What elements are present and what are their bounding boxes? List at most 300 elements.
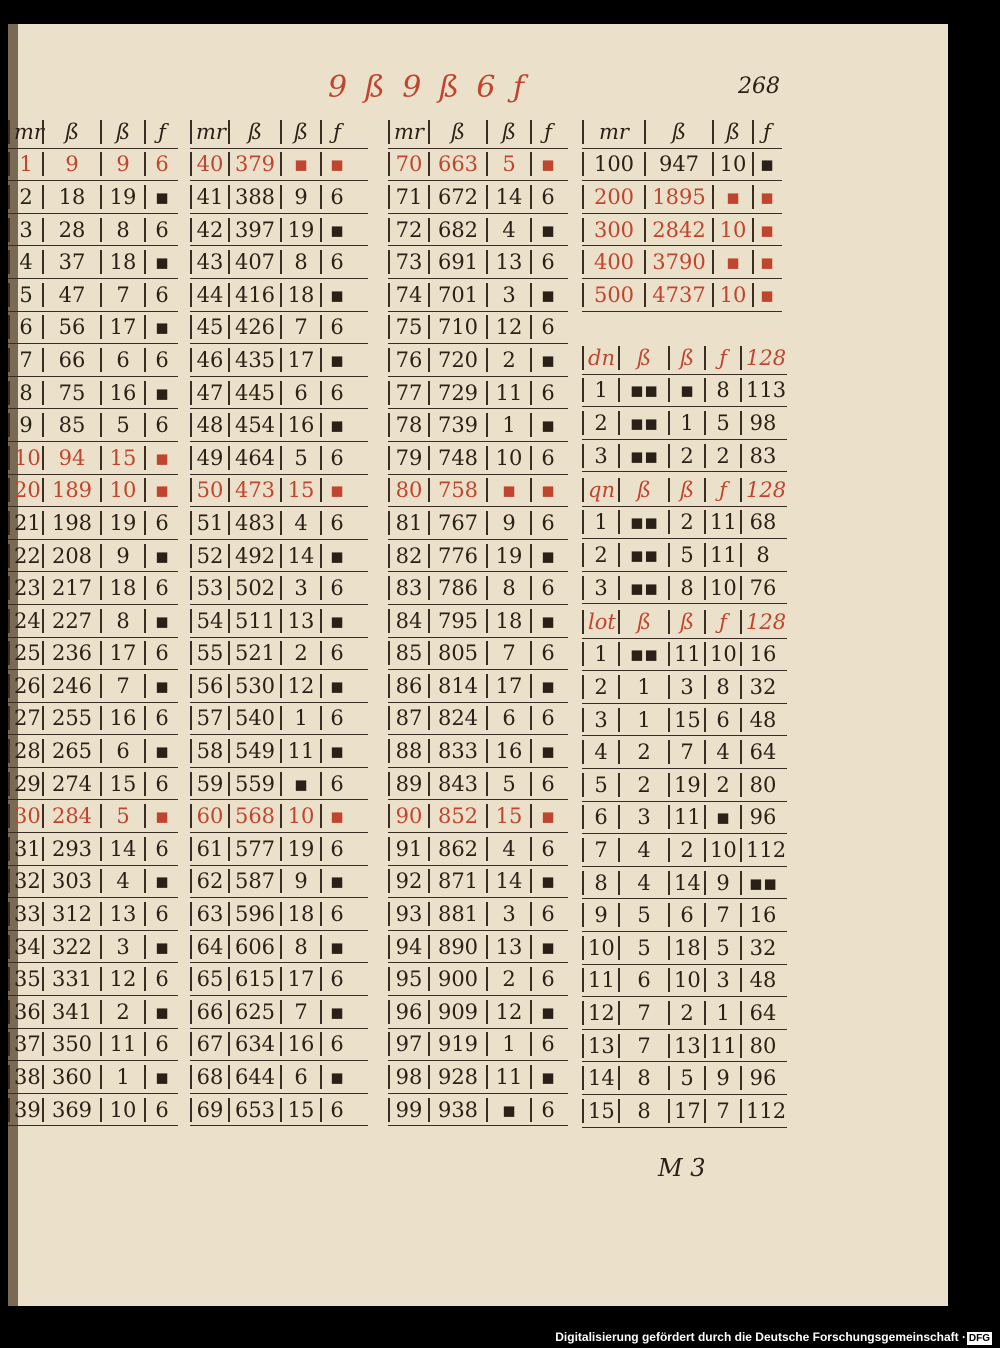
header-cell: ß [42,120,100,144]
table-cell: 12 [582,1001,618,1025]
table-cell: 5 [704,411,740,435]
table-row [8,312,178,345]
table-cell: 12 [486,1000,530,1024]
table-cell: 6 [530,381,564,405]
table-cell: 94 [388,935,428,959]
table-cell: ▪ [668,378,704,402]
table-row [8,833,178,866]
table-cell: 300 [582,218,644,242]
table-cell: 100 [582,152,644,176]
table-cell: 852 [428,804,486,828]
table-cell: 4 [704,740,740,764]
table-row [8,735,178,768]
header-cell: mr [8,120,42,144]
table-cell: 6 [144,1098,178,1122]
table-cell: ▪ [530,413,564,437]
table-cell: ▪ [144,381,178,405]
table-cell: ▪ [320,152,352,176]
table-cell: 98 [388,1065,428,1089]
table-row [8,572,178,605]
table-cell: 6 [144,641,178,665]
table-cell: 4 [486,218,530,242]
table-cell: 6 [144,511,178,535]
table-cell: ▪ [530,218,564,242]
table-cell: 6 [144,706,178,730]
table-cell: 64 [740,1001,784,1025]
table-row [388,963,568,996]
table-cell: ▪ [144,544,178,568]
table-cell: 18 [280,283,320,307]
table-cell: 75 [388,315,428,339]
table-cell: 634 [228,1032,280,1056]
table-cell: 82 [388,544,428,568]
table-cell: 83 [740,444,784,468]
table-cell: 445 [228,381,280,405]
table-row [190,409,368,442]
table-cell: 64 [740,740,784,764]
header-cell: ß [644,120,712,144]
table-cell: 2 [100,1000,144,1024]
table-cell: 2 [582,543,618,567]
table-cell: 7 [582,838,618,862]
table-cell: 606 [228,935,280,959]
table-row [582,539,787,572]
table-cell: ▪ [280,772,320,796]
table-cell: 10 [712,283,752,307]
table-cell: 8 [618,1066,668,1090]
table-row [190,442,368,475]
table-row [190,181,368,214]
table-row [388,540,568,573]
table-row [8,1094,178,1127]
table-cell: 14 [582,1066,618,1090]
table-cell: ▪ [530,869,564,893]
table-cell: 400 [582,250,644,274]
table-cell: 1 [280,706,320,730]
table-cell: 73 [388,250,428,274]
table-cell: 49 [190,446,228,470]
table-row [582,214,782,247]
table-cell: 568 [228,804,280,828]
table-cell: 265 [42,739,100,763]
table-cell: 7 [280,315,320,339]
table-cell: 691 [428,250,486,274]
table-cell: 87 [388,706,428,730]
table-cell: 80 [740,773,784,797]
table-cell: 32 [740,675,784,699]
table-cell: ▪ [144,869,178,893]
table-cell: 577 [228,837,280,861]
table-cell: 69 [190,1098,228,1122]
table-cell: 1 [668,411,704,435]
table-row [190,1029,368,1062]
table-cell: 9 [582,903,618,927]
table-cell: 11 [668,642,704,666]
table-row [8,181,178,214]
table-cell: ▪ [530,1065,564,1089]
table-cell: 19 [280,218,320,242]
table-cell: 19 [486,544,530,568]
table-cell: 1 [486,413,530,437]
table-row [388,246,568,279]
header-cell: 128 [740,346,784,370]
table-row [8,866,178,899]
table-cell: 7 [100,674,144,698]
table-cell: 84 [388,609,428,633]
table-cell: ▪ [320,739,352,763]
table-cell: 46 [190,348,228,372]
table-row [388,475,568,508]
table-cell: 50 [190,478,228,502]
table-row [582,834,787,867]
table-cell: 92 [388,869,428,893]
table-cell: 14 [668,871,704,895]
table-row [388,898,568,931]
table-row [190,507,368,540]
table-cell: 67 [190,1032,228,1056]
table-cell: 17 [280,348,320,372]
table-cell: 96 [740,805,784,829]
table-cell: 15 [280,478,320,502]
table-cell: 1895 [644,185,712,209]
table-cell: 22 [8,544,42,568]
table-cell: 9 [280,869,320,893]
table-cell: 2 [486,967,530,991]
table-cell: 938 [428,1098,486,1122]
table-cell: 28 [42,218,100,242]
table-cell: 871 [428,869,486,893]
table-cell: ▪ [486,478,530,502]
table-cell: 6 [668,903,704,927]
table-cell: ▪ [144,185,178,209]
table-row [8,409,178,442]
table-row [388,670,568,703]
table-cell: 51 [190,511,228,535]
table-row [190,540,368,573]
table-cell: 1 [618,675,668,699]
table-column-3 [388,116,568,1126]
table-cell: ▪ [320,1065,352,1089]
table-cell: 71 [388,185,428,209]
lot-table [582,606,787,1128]
table-row [8,475,178,508]
table-cell: 331 [42,967,100,991]
table-cell: 6 [144,1032,178,1056]
table-cell: ▪ [144,315,178,339]
table-row [582,867,787,900]
table-header-row [582,606,787,639]
table-cell: 86 [388,674,428,698]
table-cell: 4 [8,250,42,274]
table-cell: 587 [228,869,280,893]
table-cell: 13 [486,250,530,274]
table-row [190,1094,368,1127]
table-cell: 3 [668,675,704,699]
table-cell: 758 [428,478,486,502]
table-cell: 9 [8,413,42,437]
table-cell: ▪ [530,935,564,959]
table-row [582,407,787,440]
table-cell: 10 [668,968,704,992]
table-cell: 701 [428,283,486,307]
table-cell: 322 [42,935,100,959]
table-cell: 89 [388,772,428,796]
table-cell: 795 [428,609,486,633]
table-cell: 5 [100,413,144,437]
table-cell: 881 [428,902,486,926]
table-cell: 236 [42,641,100,665]
table-cell: 890 [428,935,486,959]
table-cell: 11 [704,1034,740,1058]
table-row [190,833,368,866]
table-cell: 369 [42,1098,100,1122]
table-cell: 6 [144,967,178,991]
table-cell: 2 [668,444,704,468]
table-cell: 27 [8,706,42,730]
table-cell: 682 [428,218,486,242]
table-cell: 350 [42,1032,100,1056]
table-row [582,181,782,214]
table-cell: 74 [388,283,428,307]
table-cell: 843 [428,772,486,796]
table-cell: 8 [740,543,784,567]
table-row [190,149,368,182]
header-cell: 128 [740,478,784,502]
table-cell: 6 [486,706,530,730]
header-cell: ƒ [752,120,780,144]
table-row [8,931,178,964]
table-cell: 7 [486,641,530,665]
table-cell: 720 [428,348,486,372]
table-row [8,898,178,931]
table-cell: 36 [8,1000,42,1024]
table-cell: 10 [712,218,752,242]
table-row [582,639,787,672]
table-cell: 8 [100,218,144,242]
table-cell: ▪▪ [618,411,668,435]
table-cell: ▪ [320,348,352,372]
table-cell: ▪ [320,674,352,698]
table-cell: ▪ [704,805,740,829]
table-cell: 5 [280,446,320,470]
header-cell: mr [190,120,228,144]
table-cell: 644 [228,1065,280,1089]
table-cell: 1 [8,152,42,176]
table-cell: 208 [42,544,100,568]
table-cell: 9 [704,871,740,895]
table-row [8,800,178,833]
table-cell: 81 [388,511,428,535]
table-cell: 6 [530,967,564,991]
table-row [190,996,368,1029]
table-cell: 40 [190,152,228,176]
table-row [388,442,568,475]
table-cell: ▪▪ [618,543,668,567]
table-row [8,214,178,247]
table-row [8,442,178,475]
table-cell: 80 [740,1034,784,1058]
table-cell: 397 [228,218,280,242]
table-cell: 9 [100,152,144,176]
table-cell: 31 [8,837,42,861]
table-row [8,344,178,377]
table-cell: 6 [320,381,352,405]
table-cell: 7 [280,1000,320,1024]
table-cell: ▪ [144,935,178,959]
table-row [582,246,782,279]
table-cell: 8 [8,381,42,405]
table-cell: 11 [280,739,320,763]
table-cell: 6 [320,772,352,796]
table-cell: ▪ [144,1000,178,1024]
table-cell: 11 [704,510,740,534]
table-cell: 6 [704,708,740,732]
table-cell: 4 [486,837,530,861]
header-cell: ƒ [704,610,740,634]
table-cell: 227 [42,609,100,633]
table-cell: 8 [704,378,740,402]
table-cell: 4 [100,869,144,893]
header-cell: ß [618,610,668,634]
table-cell: 6 [144,576,178,600]
table-header-row [190,116,368,149]
table-cell: 14 [486,185,530,209]
table-cell: 483 [228,511,280,535]
header-cell: ƒ [704,346,740,370]
table-cell: 18 [42,185,100,209]
table-cell: 9 [704,1066,740,1090]
table-cell: 805 [428,641,486,665]
table-cell: 10 [280,804,320,828]
table-cell: 200 [582,185,644,209]
table-cell: 4 [618,838,668,862]
table-cell: 21 [8,511,42,535]
table-cell: 16 [740,642,784,666]
table-cell: 55 [190,641,228,665]
digitization-credit: Digitalisierung gefördert durch die Deutsche Forschungsgemeinschaft · [555,1330,966,1344]
table-cell: ▪▪ [618,378,668,402]
table-cell: 11 [100,1032,144,1056]
dfg-logo: DFG [968,1333,990,1344]
table-cell: 63 [190,902,228,926]
table-cell: 88 [388,739,428,763]
table-cell: 3 [486,902,530,926]
table-row [190,768,368,801]
table-cell: ▪▪ [618,444,668,468]
table-cell: 10 [712,152,752,176]
table-cell: ▪ [320,1000,352,1024]
table-cell: 39 [8,1098,42,1122]
table-cell: 56 [42,315,100,339]
table-cell: 76 [740,576,784,600]
table-row [388,409,568,442]
table-cell: 12 [280,674,320,698]
table-cell: 2 [618,773,668,797]
table-row [190,475,368,508]
table-cell: 8 [704,675,740,699]
table-cell: 15 [280,1098,320,1122]
table-cell: ▪ [144,250,178,274]
table-cell: 38 [8,1065,42,1089]
table-row [388,312,568,345]
table-cell: 85 [388,641,428,665]
table-cell: ▪▪ [618,576,668,600]
table-cell: 11 [486,381,530,405]
table-cell: 596 [228,902,280,926]
table-cell: 72 [388,218,428,242]
table-cell: 13 [100,902,144,926]
table-cell: 18 [486,609,530,633]
table-cell: 8 [582,871,618,895]
table-row [582,769,787,802]
table-cell: ▪ [320,283,352,307]
table-cell: ▪ [752,218,780,242]
table-cell: 6 [144,218,178,242]
table-row [190,605,368,638]
table-cell: 6 [144,152,178,176]
table-cell: 824 [428,706,486,730]
table-cell: 58 [190,739,228,763]
table-cell: 2842 [644,218,712,242]
table-cell: ▪ [530,348,564,372]
table-row [388,572,568,605]
table-cell: 16 [486,739,530,763]
table-cell: 18 [100,576,144,600]
table-cell: 189 [42,478,100,502]
table-cell: 23 [8,576,42,600]
table-row [8,768,178,801]
table-cell: 710 [428,315,486,339]
table-row [388,703,568,736]
table-row [8,963,178,996]
table-cell: 454 [228,413,280,437]
table-cell: 5 [486,772,530,796]
table-cell: 500 [582,283,644,307]
table-cell: 6 [144,283,178,307]
table-cell: 341 [42,1000,100,1024]
table-cell: 62 [190,869,228,893]
table-cell: 93 [388,902,428,926]
table-row [388,149,568,182]
table-cell: 8 [280,935,320,959]
table-cell: 6 [320,315,352,339]
table-cell: 1 [486,1032,530,1056]
table-row [388,996,568,1029]
table-cell: 19 [280,837,320,861]
table-cell: 3 [280,576,320,600]
table-cell: 833 [428,739,486,763]
table-cell: 5 [100,804,144,828]
table-cell: 32 [740,936,784,960]
table-cell: ▪ [530,739,564,763]
table-cell: 6 [320,446,352,470]
table-cell: 28 [8,739,42,763]
table-cell: 76 [388,348,428,372]
table-cell: 97 [388,1032,428,1056]
table-cell: ▪ [320,413,352,437]
table-cell: 312 [42,902,100,926]
table-cell: 15 [100,446,144,470]
table-cell: 435 [228,348,280,372]
table-cell: 379 [228,152,280,176]
table-cell: 14 [486,869,530,893]
table-cell: 615 [228,967,280,991]
table-cell: 464 [228,446,280,470]
table-row [388,214,568,247]
table-cell: 26 [8,674,42,698]
table-cell: 6 [530,511,564,535]
table-cell: 6 [320,1098,352,1122]
